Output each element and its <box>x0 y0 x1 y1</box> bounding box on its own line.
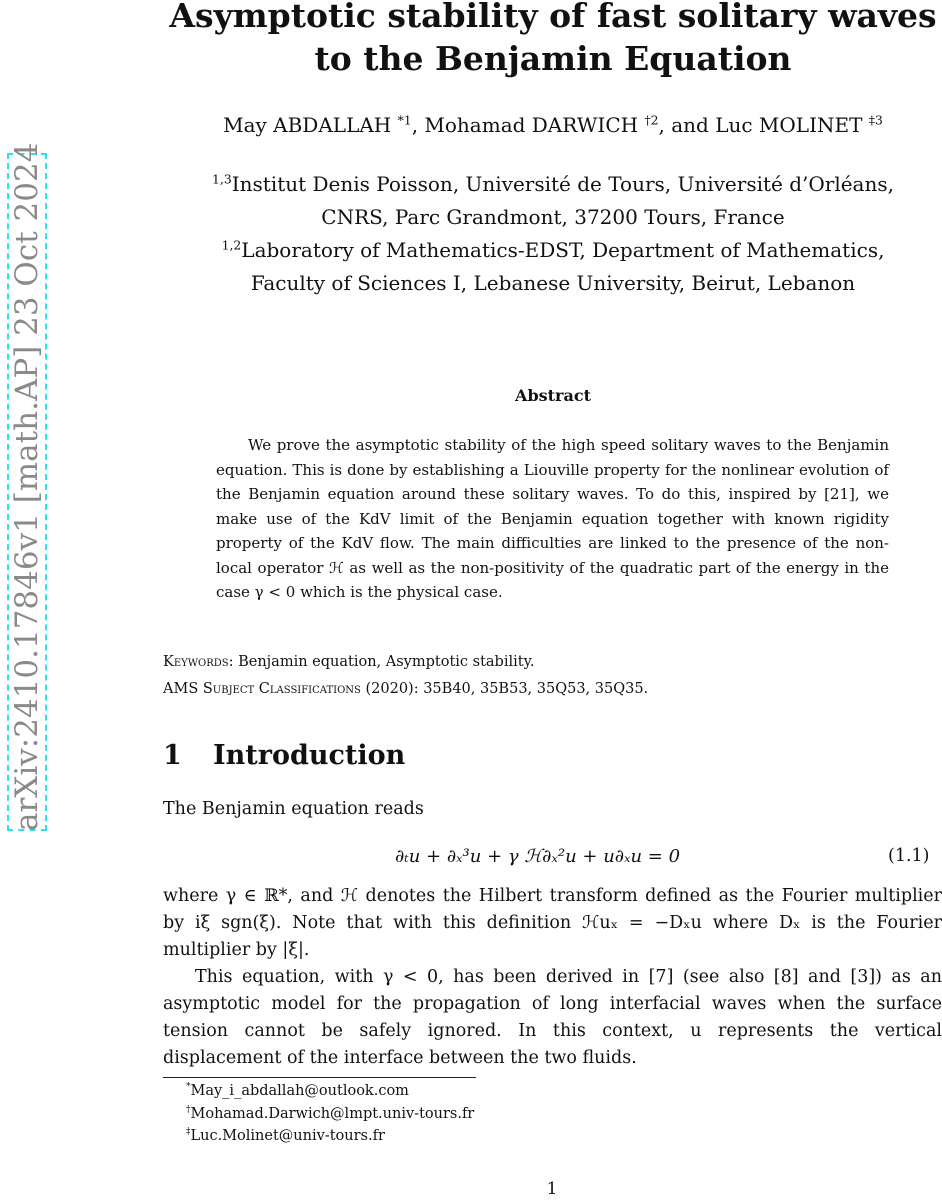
title-line-1: Asymptotic stability of fast solitary waves <box>169 0 937 35</box>
author-2-mark: †2 <box>644 112 659 128</box>
abstract-heading: Abstract <box>515 386 591 405</box>
footnote-3-mark: ‡ <box>186 1127 191 1138</box>
arxiv-identifier[interactable]: arXiv:2410.17846v1 [math.AP] 23 Oct 2024 <box>9 142 45 831</box>
footnote-1-email[interactable]: May_i_abdallah@outlook.com <box>190 1083 409 1099</box>
keywords-label: Keywords: <box>163 654 234 670</box>
ams-label: AMS Subject Classifications <box>163 681 361 697</box>
keywords <box>163 654 534 670</box>
abstract-text: We prove the asymptotic stability of the high speed solitary waves to the Benjamin equation. This is done by establishing a Liouville property for the nonlinear evolution of the Benjamin equation around these solitary waves. To do this, inspired by [21], we make use of the KdV limit of the Benjamin equation together with known rigidity property of the KdV flow. The main difficulties are linked to the presence of the non-local operator ℋ as well as the non-positivity of the quadratic part of the energy in the case γ < 0 which is the physical case. <box>216 436 889 601</box>
affiliation-1-text: Institut Denis Poisson, Université de Tours, Université d’Orléans, <box>231 172 894 196</box>
title-line-2: to the Benjamin Equation <box>314 39 792 78</box>
footnote-1 <box>186 1083 409 1099</box>
benjamin-equation: ∂ₜu + ∂ₓ³u + γ ℋ∂ₓ²u + u∂ₓu = 0 <box>395 846 681 867</box>
affiliation-1-line-2: CNRS, Parc Grandmont, 37200 Tours, France <box>321 205 785 229</box>
paragraph-1: where γ ∈ ℝ*, and ℋ denotes the Hilbert transform defined as the Fourier multiplier by iξ sgn(ξ). Note that with this definition ℋuₓ = −Dₓu where Dₓ is the Fourier multiplier by |ξ|. <box>163 886 942 960</box>
author-1-mark: *1 <box>397 112 412 128</box>
author-3-mark: ‡3 <box>868 112 883 128</box>
affiliation-1-line-1 <box>163 168 942 201</box>
equation-label: (1.1) <box>888 846 930 866</box>
affiliation-2-line-2: Faculty of Sciences I, Lebanese University, Beirut, Lebanon <box>250 271 856 295</box>
footnote-rule <box>163 1077 476 1078</box>
author-list <box>163 113 942 137</box>
footnote-3 <box>186 1128 385 1144</box>
author-1-name: May ABDALLAH <box>223 113 398 137</box>
page-number: 1 <box>546 1179 558 1199</box>
intro-sentence: The Benjamin equation reads <box>163 799 424 819</box>
section-title: Introduction <box>213 740 406 771</box>
footnote-2-email[interactable]: Mohamad.Darwich@lmpt.univ-tours.fr <box>190 1106 475 1122</box>
paper-title <box>163 0 942 80</box>
section-number: 1 <box>163 740 182 771</box>
author-2-name: , Mohamad DARWICH <box>411 113 645 137</box>
affiliation-2-text: Laboratory of Mathematics-EDST, Department of Mathematics, <box>241 238 885 262</box>
ams-classification <box>163 681 648 697</box>
ams-value: (2020): 35B40, 35B53, 35Q53, 35Q35. <box>360 681 649 697</box>
author-3-name: , and Luc MOLINET <box>658 113 869 137</box>
paragraph-2: This equation, with γ < 0, has been derived in [7] (see also [8] and [3]) as an asymptotic model for the propagation of long interfacial waves when the surface tension cannot be safely ignored. In this context, u represents the vertical displacement of the interface between the two fluids. <box>163 967 942 1068</box>
affiliation-2-line-1 <box>163 234 942 267</box>
footnote-1-mark: * <box>186 1082 191 1093</box>
affiliations <box>163 168 942 300</box>
footnote-2-mark: † <box>186 1105 191 1116</box>
section-heading <box>163 740 405 771</box>
keywords-value: Benjamin equation, Asymptotic stability. <box>233 654 535 670</box>
affiliation-2-mark: 1,2 <box>221 237 242 253</box>
footnote-3-email[interactable]: Luc.Molinet@univ-tours.fr <box>190 1128 385 1144</box>
footnote-2 <box>186 1106 474 1122</box>
affiliation-1-mark: 1,3 <box>212 171 232 187</box>
